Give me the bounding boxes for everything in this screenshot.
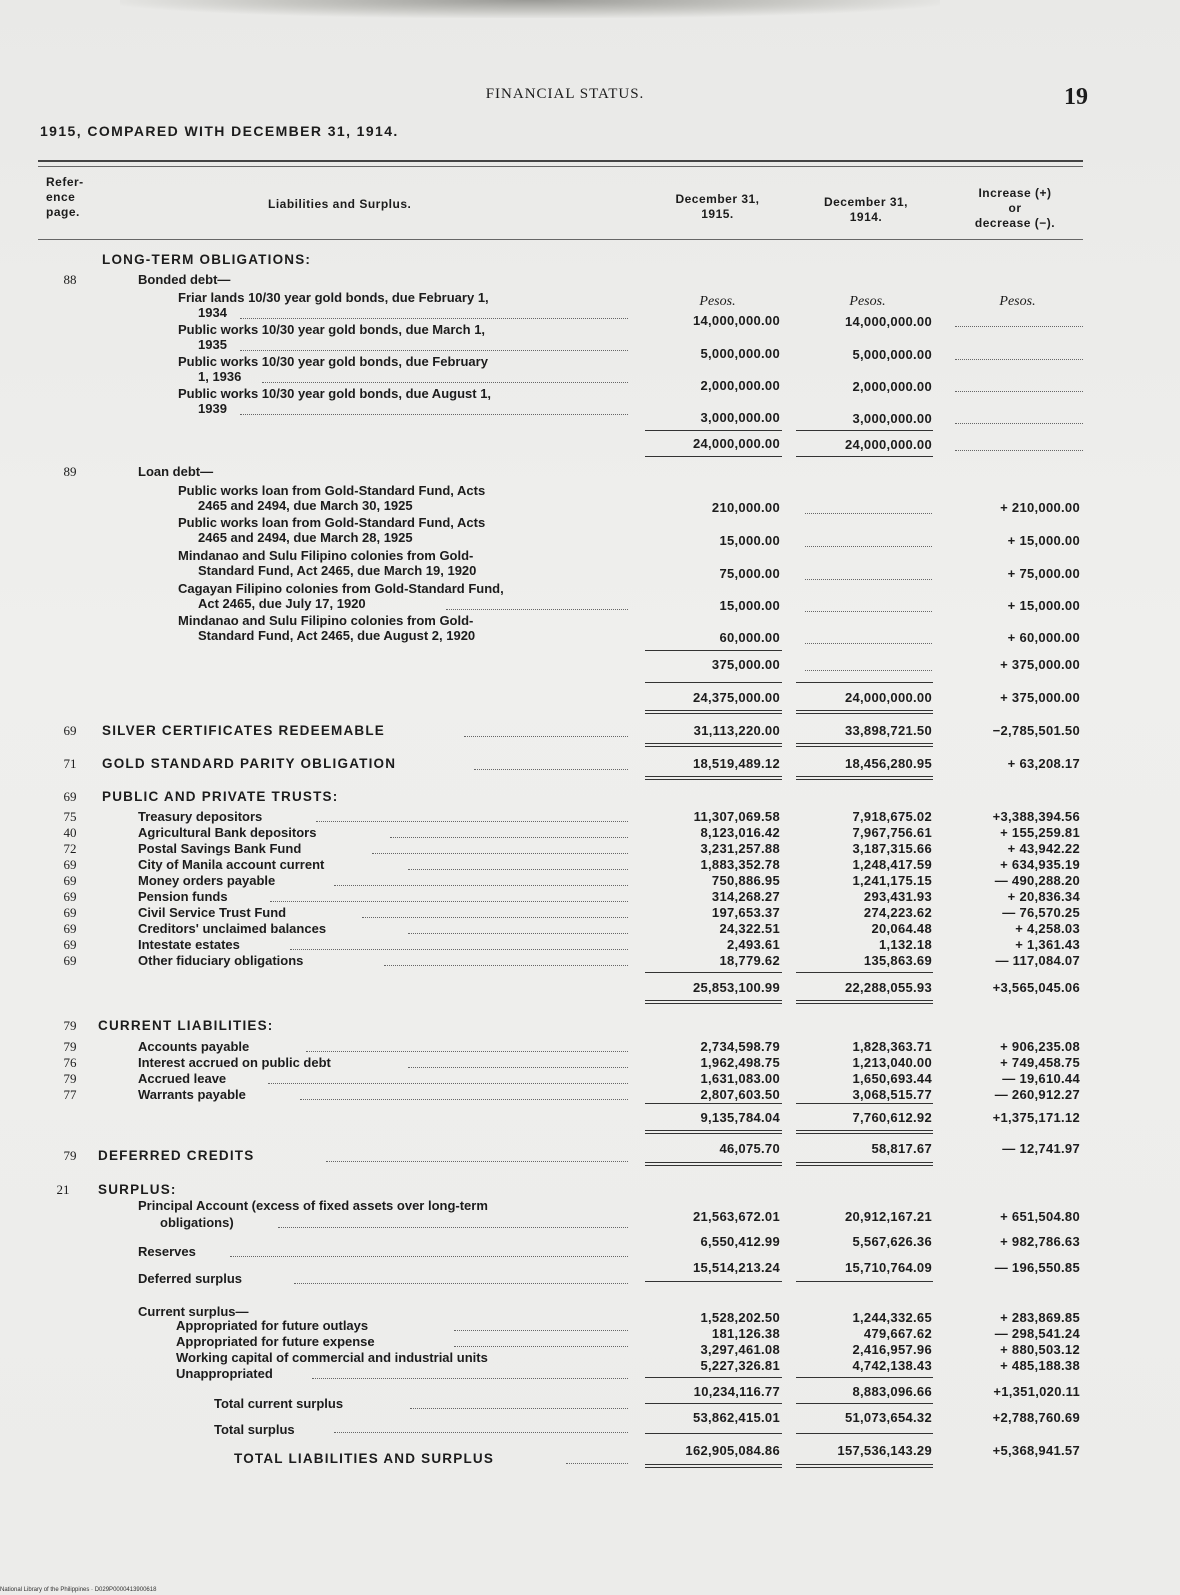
col-header-1915 [655,192,780,222]
total-surplus-change: +2,788,760.69 [992,1410,1080,1425]
current-label: Accounts payable [138,1039,250,1054]
total-current-surplus-1915: 10,234,116.77 [693,1384,780,1399]
leader-dots [410,1408,628,1409]
leader-dots [464,736,628,737]
amount-1914: 1,241,175.15 [852,873,932,888]
ref-page: 69 [63,937,77,952]
double-rule [645,1000,782,1004]
current-surplus-item: Appropriated for future outlays [176,1318,369,1333]
leader-dots [408,869,628,870]
amount-1915: 14,000,000.00 [692,313,780,328]
double-rule [796,776,933,780]
silver-change: −2,785,501.50 [992,723,1080,738]
ref-page: 79 [63,1018,77,1033]
trust-label: Intestate estates [138,937,240,952]
principal-change: + 651,504.80 [1000,1209,1080,1224]
leader-dots [955,423,1083,424]
amount-change: — 76,570.25 [1002,905,1080,920]
double-rule [796,1130,933,1134]
bonded-debt-label: Bonded debt— [138,272,231,287]
ref-page: 79 [63,1071,77,1086]
double-rule [796,710,933,714]
scan-footer: National Library of the Philippines · D029P0000413900618 [0,1587,157,1593]
double-rule [645,1130,782,1134]
double-rule [645,710,782,714]
leader-dots [334,885,628,886]
current-label: Accrued leave [138,1071,227,1086]
leader-dots [390,837,628,838]
leader-dots [805,546,932,547]
amount-1915: 60,000.00 [719,630,780,645]
bonded-row-l1: Friar lands 10/30 year gold bonds, due February 1, [178,290,489,305]
total-surplus-1915: 53,862,415.01 [692,1410,780,1425]
trusts-total-change: +3,565,045.06 [992,980,1080,995]
amount-change: — 490,288.20 [994,873,1080,888]
amount-1915: 3,231,257.88 [700,841,780,856]
trust-label: Creditors' unclaimed balances [138,921,327,936]
subtotal-rule [645,456,782,457]
bonded-row-l1: Public works 10/30 year gold bonds, due August 1, [178,386,492,401]
amount-change: + 43,942.22 [1007,841,1080,856]
amount-1915: 3,000,000.00 [700,410,780,425]
silver-certificates-label: SILVER CERTIFICATES REDEEMABLE [102,723,386,738]
ref-page: 69 [63,953,77,968]
leader-dots [955,326,1083,327]
amount-1914: 1,132.18 [878,937,932,952]
loan-row-l1: Cagayan Filipino colonies from Gold-Standard Fund, [178,581,504,596]
section-trusts: PUBLIC AND PRIVATE TRUSTS: [102,789,339,804]
leader-dots [566,1463,628,1464]
total-current-surplus-label: Total current surplus [214,1396,344,1411]
subtotal-rule [796,430,933,431]
current-label: Warrants payable [138,1087,246,1102]
leader-dots [446,609,628,610]
bonded-row-l2: 1935 [198,337,227,352]
amount-1914: 20,064.48 [871,921,932,936]
reserves-change: + 982,786.63 [1000,1234,1080,1249]
amount-1915: 314,268.27 [711,889,780,904]
double-rule [796,1162,933,1166]
principal-account-l2: obligations) [160,1215,234,1230]
ref-page: 75 [63,809,77,824]
leader-dots [805,670,932,671]
amount-1914: 14,000,000.00 [844,314,932,329]
amount-1915: 2,493.61 [726,937,780,952]
silver-1915: 31,113,220.00 [693,723,780,738]
amount-change: + 749,458.75 [1000,1055,1080,1070]
loan-row-l2: Standard Fund, Act 2465, due March 19, 1920 [198,563,477,578]
ref-page: 88 [63,272,77,287]
amount-1915: 3,297,461.08 [700,1342,780,1357]
section-surplus: SURPLUS: [98,1182,177,1197]
amount-1914: 293,431.93 [863,889,932,904]
loan-row-l1: Public works loan from Gold-Standard Fund, Acts [178,483,486,498]
reserves-label: Reserves [138,1244,196,1259]
trust-label: Civil Service Trust Fund [138,905,287,920]
leader-dots [955,359,1083,360]
amount-change: + 283,869.85 [1000,1310,1080,1325]
current-surplus-item: Appropriated for future expense [176,1334,375,1349]
section-current-liabilities: CURRENT LIABILITIES: [98,1018,274,1033]
ref-page: 76 [63,1055,77,1070]
ref-page: 69 [63,921,77,936]
leader-dots [384,965,628,966]
leader-dots [334,1432,628,1433]
ref-page: 40 [63,825,77,840]
principal-1915: 21,563,672.01 [692,1209,780,1224]
subtotal-rule [645,430,782,431]
total-surplus-1914: 51,073,654.32 [844,1410,932,1425]
leader-dots [316,821,628,822]
amount-change: + 485,188.38 [1000,1358,1080,1373]
amount-1914: 1,213,040.00 [852,1055,932,1070]
bonded-row-l1: Public works 10/30 year gold bonds, due February [178,354,488,369]
trust-label: Pension funds [138,889,228,904]
amount-1915: 2,000,000.00 [700,378,780,393]
leader-dots [408,933,628,934]
bonded-row-l2: 1934 [198,305,227,320]
ref-page: 72 [63,841,77,856]
trusts-total-1915: 25,853,100.99 [692,980,780,995]
bonded-row-l2: 1, 1936 [198,369,242,384]
amount-change: + 15,000.00 [1007,533,1080,548]
amount-1915: 75,000.00 [719,566,780,581]
subtotal-rule [645,1433,782,1434]
current-total-1915: 9,135,784.04 [700,1110,780,1125]
amount-change: + 20,836.34 [1007,889,1080,904]
leader-dots [474,769,628,770]
leader-dots [290,949,628,950]
amount-1915: 24,322.51 [719,921,780,936]
principal-account-l1: Principal Account (excess of fixed assets over long-term [138,1198,488,1213]
leader-dots [372,853,628,854]
current-surplus-item: Unappropriated [176,1366,273,1381]
grand-total-1915: 162,905,084.86 [685,1443,780,1458]
amount-1914: 7,918,675.02 [852,809,932,824]
trust-label: Other fiduciary obligations [138,953,304,968]
total-current-surplus-1914: 8,883,096.66 [852,1384,932,1399]
ref-page: 69 [63,889,77,904]
principal-1914: 20,912,167.21 [844,1209,932,1224]
current-label: Interest accrued on public debt [138,1055,331,1070]
amount-1915: 18,779.62 [719,953,780,968]
ref-page: 79 [63,1039,77,1054]
double-rule [645,743,782,747]
amount-change: + 15,000.00 [1007,598,1080,613]
subtotal-rule [796,1433,933,1434]
amount-1914: 479,667.62 [863,1326,932,1341]
col-header-1915-l1: December 31, [675,192,760,206]
col-header-change-l1: Increase (+) [978,186,1052,200]
current-surplus-item: Working capital of commercial and industrial units [176,1350,488,1365]
double-rule [796,1000,933,1004]
subtotal-rule [645,1377,782,1378]
deferred-surplus-1914: 15,710,764.09 [844,1260,932,1275]
header-rule-top [38,160,1083,162]
torn-page-edge [120,0,940,18]
leader-dots [805,611,932,612]
double-rule [645,1162,782,1166]
col-header-1915-l2: 1915. [701,207,734,221]
leader-dots [240,350,628,351]
trust-label: Treasury depositors [138,809,263,824]
col-header-1914-l2: 1914. [849,210,883,224]
ref-page: 69 [63,905,77,920]
long-term-total-1914: 24,000,000.00 [844,690,932,705]
ref-page: 69 [63,857,77,872]
leader-dots [270,901,628,902]
trusts-total-1914: 22,288,055.93 [844,980,932,995]
long-term-total-1915: 24,375,000.00 [692,690,780,705]
double-rule [645,776,782,780]
leader-dots [268,1083,628,1084]
leader-dots [312,1378,628,1379]
deferred-surplus-1915: 15,514,213.24 [692,1260,780,1275]
leader-dots [805,579,932,580]
bonded-row-l1: Public works 10/30 year gold bonds, due March 1, [178,322,486,337]
amount-1915: 210,000.00 [711,500,780,515]
trust-label: City of Manila account current [138,857,325,872]
total-surplus-label: Total surplus [214,1422,295,1437]
header-rule-bottom [38,239,1083,240]
amount-1915: 1,962,498.75 [700,1055,780,1070]
amount-1914: 7,967,756.61 [852,825,932,840]
amount-change: + 1,361.43 [1015,937,1080,952]
amount-1914: 135,863.69 [863,953,932,968]
col-header-desc: Liabilities and Surplus. [268,197,412,211]
trust-label: Postal Savings Bank Fund [138,841,302,856]
subtotal-rule [796,682,933,683]
amount-1915: 2,807,603.50 [700,1087,780,1102]
current-total-change: +1,375,171.12 [992,1110,1080,1125]
trust-label: Money orders payable [138,873,276,888]
amount-1914: 274,223.62 [863,905,932,920]
amount-1915: 8,123,016.42 [700,825,780,840]
page-number: 19 [1064,84,1088,110]
subtotal-rule [645,682,782,683]
gold-change: + 63,208.17 [1007,756,1080,771]
grand-total-change: +5,368,941.57 [992,1443,1080,1458]
amount-1914: 3,187,315.66 [852,841,932,856]
col-header-change-l2: or [1008,201,1022,215]
leader-dots [240,414,628,415]
leader-dots [278,1227,628,1228]
amount-change: + 75,000.00 [1007,566,1080,581]
loan-row-l1: Public works loan from Gold-Standard Fund, Acts [178,515,486,530]
trust-label: Agricultural Bank depositors [138,825,317,840]
amount-1915: 15,000.00 [719,598,780,613]
subtotal-rule [645,1103,782,1104]
ref-page: 79 [63,1148,77,1163]
amount-1915: 1,631,083.00 [700,1071,780,1086]
col-header-1914-l1: December 31, [823,195,909,209]
amount-1914: 1,248,417.59 [852,857,932,872]
ref-page: 69 [63,723,77,738]
amount-1914: 1,828,363.71 [852,1039,932,1054]
loan-total-change: + 375,000.00 [1000,657,1080,672]
leader-dots [294,1283,628,1284]
double-rule [796,743,933,747]
col-header-change-l3: decrease (−). [974,216,1056,230]
leader-dots [454,1330,628,1331]
leader-dots [408,1067,628,1068]
current-surplus-label: Current surplus— [138,1304,249,1319]
bonded-total-1915: 24,000,000.00 [692,436,780,451]
amount-1914: 1,244,332.65 [852,1310,932,1325]
amount-change: — 298,541.24 [994,1326,1080,1341]
amount-1915: 5,227,326.81 [700,1358,780,1373]
loan-row-l1: Mindanao and Sulu Filipino colonies from Gold- [178,613,474,628]
subtotal-rule [796,1281,933,1282]
deferred-1914: 58,817.67 [871,1141,932,1156]
subtotal-rule [796,972,933,973]
unit-label-change: Pesos. [999,294,1036,309]
section-long-term: LONG-TERM OBLIGATIONS: [102,252,312,267]
leader-dots [454,1346,628,1347]
subtotal-rule [645,650,782,651]
double-rule [796,1464,933,1468]
grand-total-1914: 157,536,143.29 [837,1443,932,1458]
total-current-surplus-change: +1,351,020.11 [993,1384,1080,1399]
silver-1914: 33,898,721.50 [844,723,932,738]
gold-1914: 18,456,280.95 [844,756,932,771]
amount-1914: 1,650,693.44 [852,1071,932,1086]
subtotal-rule [796,1377,933,1378]
leader-dots [240,318,628,319]
deferred-credits-label: DEFERRED CREDITS [98,1148,255,1163]
amount-1915: 197,653.37 [711,905,780,920]
subtotal-rule [796,456,933,457]
leader-dots [362,917,628,918]
running-title: FINANCIAL STATUS. [485,86,645,102]
amount-change: +3,388,394.56 [992,809,1080,824]
leader-dots [306,1051,628,1052]
grand-total-label: TOTAL LIABILITIES AND SURPLUS [234,1451,495,1466]
subtotal-rule [645,972,782,973]
leader-dots [955,391,1083,392]
amount-1914: 2,000,000.00 [852,379,932,394]
amount-change: + 210,000.00 [1000,500,1080,515]
amount-1914: 4,742,138.43 [852,1358,932,1373]
amount-1914: 2,416,957.96 [852,1342,932,1357]
long-term-total-change: + 375,000.00 [1000,690,1080,705]
amount-1914: 3,000,000.00 [852,411,932,426]
amount-change: — 260,912.27 [994,1087,1080,1102]
col-header-1914 [800,195,932,225]
amount-1915: 1,528,202.50 [700,1310,780,1325]
deferred-surplus-change: — 196,550.85 [994,1260,1080,1275]
amount-change: + 634,935.19 [1000,857,1080,872]
leader-dots [300,1099,628,1100]
gold-1915: 18,519,489.12 [692,756,780,771]
amount-change: + 155,259.81 [1000,825,1080,840]
loan-row-l2: 2465 and 2494, due March 30, 1925 [198,498,413,513]
amount-1915: 15,000.00 [719,533,780,548]
bonded-total-1914: 24,000,000.00 [844,437,932,452]
loan-debt-label: Loan debt— [138,464,214,479]
gold-parity-label: GOLD STANDARD PARITY OBLIGATION [102,756,397,771]
amount-1915: 750,886.95 [711,873,780,888]
leader-dots [805,513,932,514]
subtotal-rule [796,1403,933,1404]
ref-page: 69 [63,873,77,888]
amount-1915: 1,883,352.78 [700,857,780,872]
loan-row-l2: 2465 and 2494, due March 28, 1925 [198,530,413,545]
loan-row-l2: Act 2465, due July 17, 1920 [198,596,366,611]
leader-dots [805,643,932,644]
subtotal-rule [645,1403,782,1404]
amount-1915: 181,126.38 [711,1326,780,1341]
current-total-1914: 7,760,612.92 [852,1110,932,1125]
amount-1914: 3,068,515.77 [852,1087,932,1102]
reserves-1914: 5,567,626.36 [852,1234,932,1249]
ref-page: 89 [63,464,77,479]
header-rule-top-2 [38,166,1083,167]
amount-change: — 117,084.07 [995,953,1080,968]
amount-change: + 906,235.08 [1000,1039,1080,1054]
amount-change: + 4,258.03 [1015,921,1080,936]
leader-dots [326,1161,628,1162]
double-rule [645,1464,782,1468]
ref-page: 71 [63,756,77,771]
ref-page: 69 [63,789,77,804]
table-subtitle: 1915, COMPARED WITH DECEMBER 31, 1914. [40,123,399,139]
leader-dots [955,450,1083,451]
unit-label-1914: Pesos. [849,294,886,309]
reserves-1915: 6,550,412.99 [700,1234,780,1249]
loan-row-l2: Standard Fund, Act 2465, due August 2, 1920 [198,628,476,643]
amount-1915: 11,307,069.58 [693,809,780,824]
deferred-1915: 46,075.70 [719,1141,780,1156]
bonded-row-l2: 1939 [198,401,227,416]
loan-row-l1: Mindanao and Sulu Filipino colonies from Gold- [178,548,474,563]
subtotal-rule [796,1103,933,1104]
leader-dots [262,382,628,383]
leader-dots [230,1256,628,1257]
col-header-ref: Refer- ence page. [46,175,84,219]
ref-page: 21 [56,1182,70,1197]
deferred-change: — 12,741.97 [1002,1141,1080,1156]
loan-total-1915: 375,000.00 [711,657,780,672]
deferred-surplus-label: Deferred surplus [138,1271,243,1286]
unit-label-1915: Pesos. [699,294,736,309]
amount-1914: 5,000,000.00 [852,347,932,362]
amount-change: + 880,503.12 [1000,1342,1080,1357]
amount-change: — 19,610.44 [1002,1071,1080,1086]
amount-change: + 60,000.00 [1007,630,1080,645]
ref-page: 77 [63,1087,77,1102]
col-header-change [950,186,1080,231]
amount-1915: 5,000,000.00 [700,346,780,361]
subtotal-rule [645,1281,782,1282]
amount-1915: 2,734,598.79 [700,1039,780,1054]
